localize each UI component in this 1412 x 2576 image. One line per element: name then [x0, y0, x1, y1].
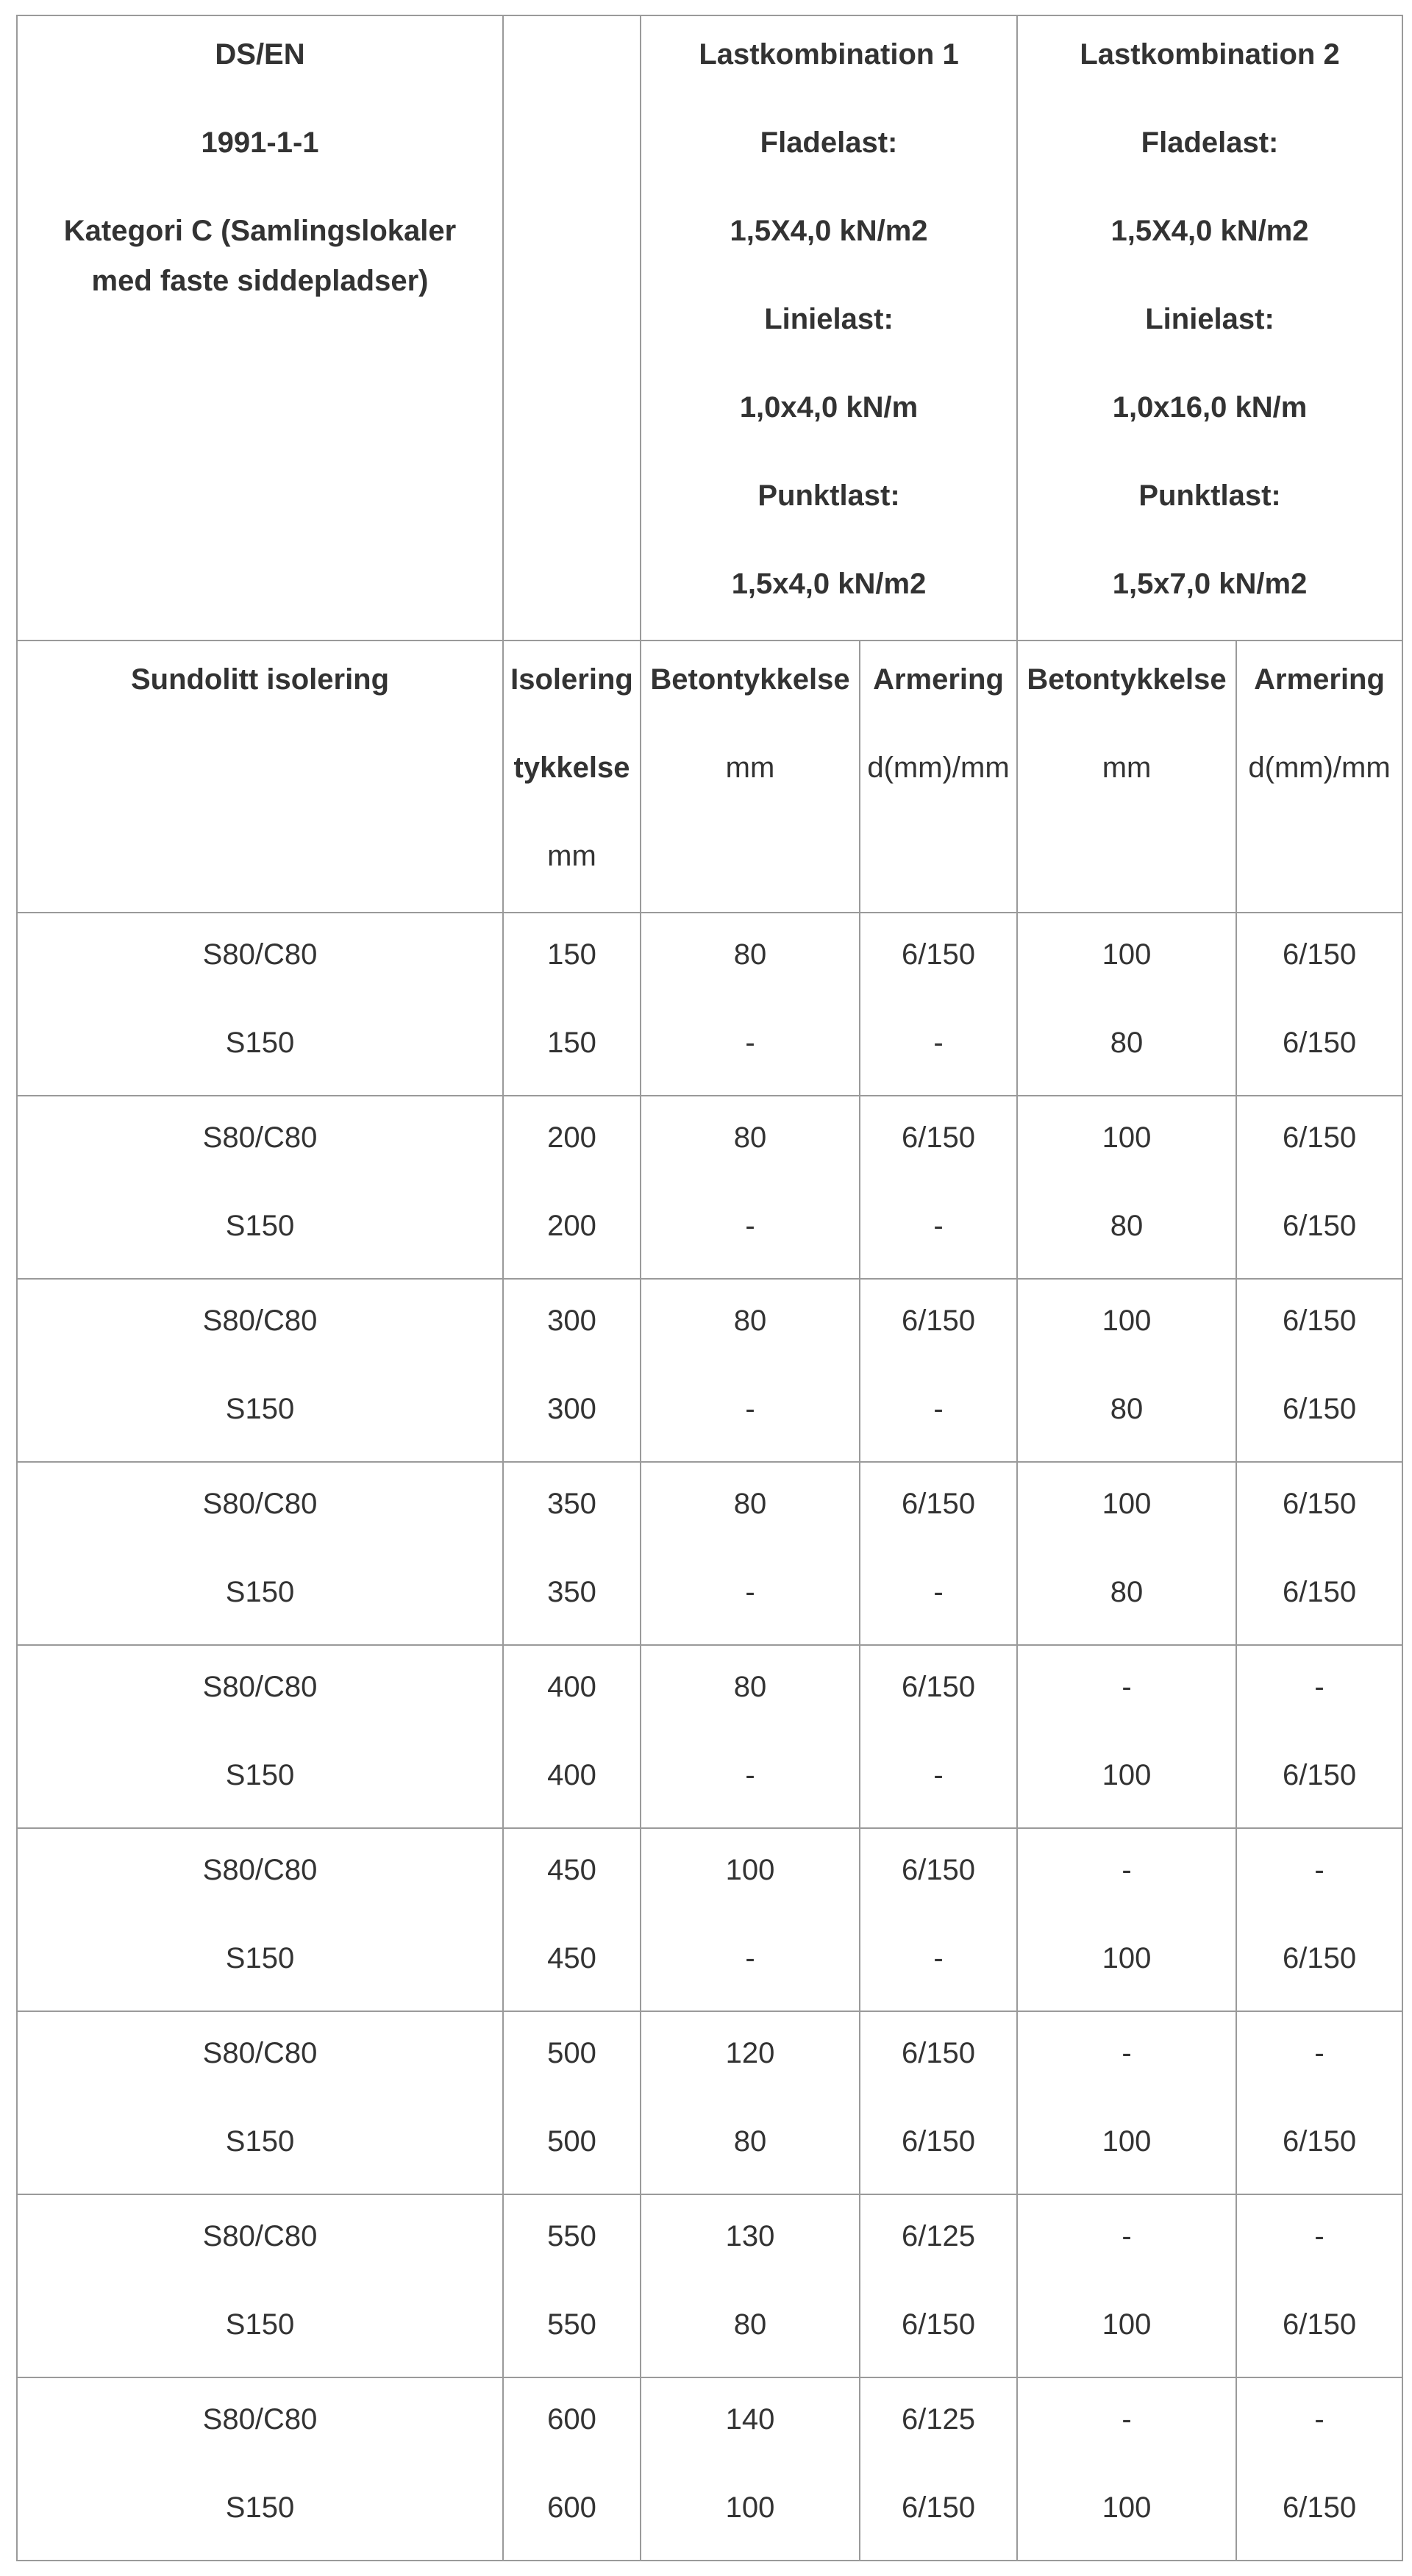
thickness-cell	[503, 1645, 641, 1828]
concrete-thickness-2-value: 100	[1102, 1121, 1152, 1154]
reinforcement-1-cell	[860, 1645, 1017, 1828]
thickness-value: 550	[547, 2220, 596, 2252]
thickness-cell	[503, 1828, 641, 2011]
reinforcement-2-value: 6/150	[1282, 1210, 1357, 1242]
thickness-cell	[503, 913, 641, 1096]
combo1-line: Lastkombination 1	[699, 38, 959, 71]
concrete-thickness-2-value: 100	[1102, 1488, 1152, 1520]
col-header-armering2	[1236, 641, 1402, 913]
reinforcement-2-value: 6/150	[1282, 2308, 1357, 2341]
combo1-line: 1,5x4,0 kN/m2	[731, 568, 927, 600]
thickness-value: 200	[547, 1210, 596, 1242]
reinforcement-1-value: 6/125	[901, 2403, 976, 2436]
concrete-thickness-2-cell	[1017, 1279, 1236, 1462]
load-table	[16, 15, 1403, 2561]
reinforcement-2-value: -	[1314, 2037, 1324, 2069]
concrete-thickness-1-cell	[641, 1096, 860, 1279]
thickness-value: 350	[547, 1488, 596, 1520]
insulation-type-cell	[17, 1828, 503, 2011]
combo1-line: 1,0x4,0 kN/m	[739, 391, 919, 424]
thickness-value: 400	[547, 1759, 596, 1791]
reinforcement-2-value: 6/150	[1282, 1393, 1357, 1425]
insulation-type-cell	[17, 1462, 503, 1645]
col-header-armering2-label: Armering	[1254, 663, 1385, 696]
thickness-value: 500	[547, 2125, 596, 2158]
thickness-cell	[503, 1096, 641, 1279]
reinforcement-2-cell	[1236, 1645, 1402, 1828]
combo1-cell	[641, 15, 1017, 641]
reinforcement-2-cell	[1236, 913, 1402, 1096]
thickness-value: 350	[547, 1576, 596, 1608]
table-row	[17, 1279, 1402, 1462]
thickness-value: 600	[547, 2403, 596, 2436]
concrete-thickness-2-value: 100	[1102, 2491, 1152, 2524]
reinforcement-2-value: -	[1314, 1854, 1324, 1886]
concrete-thickness-1-value: -	[745, 1942, 755, 1974]
concrete-thickness-2-cell	[1017, 1462, 1236, 1645]
thickness-value: 550	[547, 2308, 596, 2341]
combo1-line: Punktlast:	[757, 479, 900, 512]
combo2-line: 1,0x16,0 kN/m	[1112, 391, 1308, 424]
reinforcement-1-value: 6/150	[901, 2037, 976, 2069]
concrete-thickness-1-value: 80	[733, 2125, 767, 2158]
insulation-type-value: S80/C80	[202, 1488, 318, 1520]
insulation-type-cell	[17, 2011, 503, 2194]
concrete-thickness-2-value: -	[1122, 2403, 1132, 2436]
reinforcement-1-cell	[860, 1462, 1017, 1645]
reinforcement-1-value: 6/150	[901, 2491, 976, 2524]
reinforcement-1-cell	[860, 2194, 1017, 2377]
col-header-beton1-unit: mm	[725, 752, 775, 784]
thickness-value: 450	[547, 1854, 596, 1886]
table-row	[17, 913, 1402, 1096]
insulation-type-value: S150	[225, 1576, 295, 1608]
col-header-isolering-label: Sundolitt isolering	[130, 663, 390, 696]
reinforcement-1-cell	[860, 1096, 1017, 1279]
col-header-beton2	[1017, 641, 1236, 913]
concrete-thickness-1-cell	[641, 1645, 860, 1828]
reinforcement-1-value: 6/150	[901, 1671, 976, 1703]
table-row	[17, 1645, 1402, 1828]
insulation-type-value: S150	[225, 1759, 295, 1791]
header-row-columns	[17, 641, 1402, 913]
concrete-thickness-2-cell	[1017, 1645, 1236, 1828]
concrete-thickness-1-cell	[641, 1279, 860, 1462]
concrete-thickness-1-cell	[641, 1462, 860, 1645]
combo2-cell	[1017, 15, 1402, 641]
col-header-armering1-label: Armering	[873, 663, 1004, 696]
concrete-thickness-2-cell	[1017, 2377, 1236, 2561]
insulation-type-value: S150	[225, 1210, 295, 1242]
table-row	[17, 1828, 1402, 2011]
reinforcement-1-value: 6/150	[901, 1854, 976, 1886]
insulation-type-cell	[17, 2194, 503, 2377]
concrete-thickness-1-value: -	[745, 1576, 755, 1608]
reinforcement-1-value: -	[933, 1393, 944, 1425]
insulation-type-value: S80/C80	[202, 1305, 318, 1337]
insulation-type-value: S80/C80	[202, 2220, 318, 2252]
reinforcement-2-value: 6/150	[1282, 1942, 1357, 1974]
insulation-type-value: S80/C80	[202, 2037, 318, 2069]
concrete-thickness-2-value: -	[1122, 2220, 1132, 2252]
insulation-type-value: S80/C80	[202, 1671, 318, 1703]
concrete-thickness-2-value: 80	[1110, 1027, 1144, 1059]
standard-number: 1991-1-1	[201, 126, 319, 159]
insulation-type-cell	[17, 913, 503, 1096]
col-header-tykkelse	[503, 641, 641, 913]
concrete-thickness-1-value: -	[745, 1759, 755, 1791]
standard-code: DS/EN	[215, 38, 305, 71]
insulation-type-cell	[17, 1279, 503, 1462]
thickness-value: 500	[547, 2037, 596, 2069]
concrete-thickness-2-value: -	[1122, 1854, 1132, 1886]
combo2-line: Fladelast:	[1141, 126, 1279, 159]
reinforcement-1-cell	[860, 1828, 1017, 2011]
reinforcement-2-value: 6/150	[1282, 2491, 1357, 2524]
combo2-line: Lastkombination 2	[1080, 38, 1340, 71]
thickness-value: 150	[547, 938, 596, 971]
concrete-thickness-2-value: 100	[1102, 2308, 1152, 2341]
combo1-line: Linielast:	[764, 303, 894, 335]
col-header-armering2-unit: d(mm)/mm	[1248, 752, 1391, 784]
reinforcement-1-value: 6/150	[901, 1121, 976, 1154]
concrete-thickness-1-value: -	[745, 1393, 755, 1425]
concrete-thickness-1-value: 80	[733, 1121, 767, 1154]
concrete-thickness-1-value: 80	[733, 1488, 767, 1520]
thickness-value: 600	[547, 2491, 596, 2524]
thickness-value: 400	[547, 1671, 596, 1703]
concrete-thickness-1-cell	[641, 913, 860, 1096]
concrete-thickness-2-cell	[1017, 913, 1236, 1096]
col-header-isolering	[17, 641, 503, 913]
reinforcement-1-value: 6/150	[901, 938, 976, 971]
concrete-thickness-1-value: 80	[733, 1305, 767, 1337]
concrete-thickness-1-value: 100	[725, 2491, 775, 2524]
thickness-cell	[503, 2377, 641, 2561]
concrete-thickness-1-value: 100	[725, 1854, 775, 1886]
concrete-thickness-2-value: 80	[1110, 1576, 1144, 1608]
reinforcement-2-value: 6/150	[1282, 1488, 1357, 1520]
insulation-type-value: S150	[225, 2308, 295, 2341]
combo2-line: Punktlast:	[1138, 479, 1281, 512]
table-row	[17, 2377, 1402, 2561]
insulation-type-value: S80/C80	[202, 938, 318, 971]
thickness-cell	[503, 2011, 641, 2194]
table-row	[17, 2011, 1402, 2194]
reinforcement-2-value: 6/150	[1282, 1305, 1357, 1337]
standard-category: Kategori C (Samlingslokaler med faste siddepladser)	[63, 215, 457, 297]
concrete-thickness-2-value: 100	[1102, 1942, 1152, 1974]
concrete-thickness-1-cell	[641, 2194, 860, 2377]
insulation-type-value: S80/C80	[202, 1121, 318, 1154]
concrete-thickness-1-value: 80	[733, 1671, 767, 1703]
concrete-thickness-2-value: -	[1122, 1671, 1132, 1703]
empty-header-cell	[503, 15, 641, 641]
reinforcement-2-cell	[1236, 2194, 1402, 2377]
concrete-thickness-2-cell	[1017, 1096, 1236, 1279]
concrete-thickness-2-value: 100	[1102, 1759, 1152, 1791]
concrete-thickness-2-cell	[1017, 1828, 1236, 2011]
reinforcement-1-cell	[860, 913, 1017, 1096]
reinforcement-1-value: 6/150	[901, 1488, 976, 1520]
reinforcement-1-cell	[860, 1279, 1017, 1462]
concrete-thickness-2-cell	[1017, 2194, 1236, 2377]
reinforcement-2-cell	[1236, 2011, 1402, 2194]
reinforcement-2-value: 6/150	[1282, 1027, 1357, 1059]
combo2-line: 1,5X4,0 kN/m2	[1110, 215, 1309, 247]
thickness-value: 200	[547, 1121, 596, 1154]
reinforcement-1-value: 6/150	[901, 2125, 976, 2158]
insulation-type-value: S150	[225, 1393, 295, 1425]
reinforcement-2-value: 6/150	[1282, 1576, 1357, 1608]
reinforcement-2-value: 6/150	[1282, 1759, 1357, 1791]
header-row-loads	[17, 15, 1402, 641]
concrete-thickness-1-cell	[641, 1828, 860, 2011]
concrete-thickness-2-cell	[1017, 2011, 1236, 2194]
col-header-beton2-label: Betontykkelse	[1027, 663, 1227, 696]
reinforcement-2-cell	[1236, 1096, 1402, 1279]
col-header-tykkelse-label-2: tykkelse	[513, 752, 630, 784]
concrete-thickness-2-value: -	[1122, 2037, 1132, 2069]
col-header-armering1-unit: d(mm)/mm	[867, 752, 1010, 784]
concrete-thickness-1-cell	[641, 2377, 860, 2561]
concrete-thickness-1-value: 120	[725, 2037, 775, 2069]
combo2-line: 1,5x7,0 kN/m2	[1112, 568, 1308, 600]
concrete-thickness-2-value: 80	[1110, 1210, 1144, 1242]
insulation-type-cell	[17, 2377, 503, 2561]
combo2-line: Linielast:	[1145, 303, 1274, 335]
concrete-thickness-1-value: 80	[733, 938, 767, 971]
concrete-thickness-2-value: 100	[1102, 2125, 1152, 2158]
table-row	[17, 2194, 1402, 2377]
reinforcement-1-value: -	[933, 1942, 944, 1974]
insulation-type-cell	[17, 1645, 503, 1828]
insulation-type-value: S150	[225, 1027, 295, 1059]
reinforcement-2-value: -	[1314, 2403, 1324, 2436]
reinforcement-2-value: 6/150	[1282, 1121, 1357, 1154]
reinforcement-2-cell	[1236, 1828, 1402, 2011]
concrete-thickness-1-value: 140	[725, 2403, 775, 2436]
thickness-value: 300	[547, 1393, 596, 1425]
col-header-beton1-label: Betontykkelse	[650, 663, 850, 696]
combo1-line: Fladelast:	[760, 126, 898, 159]
reinforcement-2-cell	[1236, 2377, 1402, 2561]
concrete-thickness-1-value: 80	[733, 2308, 767, 2341]
concrete-thickness-1-cell	[641, 2011, 860, 2194]
reinforcement-1-cell	[860, 2377, 1017, 2561]
reinforcement-1-value: -	[933, 1210, 944, 1242]
thickness-value: 300	[547, 1305, 596, 1337]
reinforcement-1-value: -	[933, 1027, 944, 1059]
col-header-beton1	[641, 641, 860, 913]
thickness-cell	[503, 1279, 641, 1462]
thickness-cell	[503, 2194, 641, 2377]
concrete-thickness-2-value: 100	[1102, 938, 1152, 971]
concrete-thickness-2-value: 100	[1102, 1305, 1152, 1337]
thickness-cell	[503, 1462, 641, 1645]
col-header-beton2-unit: mm	[1102, 752, 1152, 784]
standard-cell	[17, 15, 503, 641]
reinforcement-2-value: -	[1314, 2220, 1324, 2252]
reinforcement-1-value: 6/150	[901, 1305, 976, 1337]
insulation-type-value: S150	[225, 2125, 295, 2158]
col-header-armering1	[860, 641, 1017, 913]
table-row	[17, 1462, 1402, 1645]
insulation-type-cell	[17, 1096, 503, 1279]
table-row	[17, 1096, 1402, 1279]
concrete-thickness-2-value: 80	[1110, 1393, 1144, 1425]
insulation-type-value: S150	[225, 2491, 295, 2524]
combo1-line: 1,5X4,0 kN/m2	[730, 215, 928, 247]
reinforcement-2-value: 6/150	[1282, 2125, 1357, 2158]
col-header-tykkelse-unit: mm	[547, 840, 596, 872]
insulation-type-value: S150	[225, 1942, 295, 1974]
insulation-type-value: S80/C80	[202, 2403, 318, 2436]
concrete-thickness-1-value: 130	[725, 2220, 775, 2252]
reinforcement-1-value: 6/150	[901, 2308, 976, 2341]
thickness-value: 450	[547, 1942, 596, 1974]
reinforcement-2-cell	[1236, 1462, 1402, 1645]
reinforcement-1-value: 6/125	[901, 2220, 976, 2252]
reinforcement-1-value: -	[933, 1576, 944, 1608]
insulation-type-value: S80/C80	[202, 1854, 318, 1886]
reinforcement-1-value: -	[933, 1759, 944, 1791]
concrete-thickness-1-value: -	[745, 1210, 755, 1242]
col-header-tykkelse-label-1: Isolering	[510, 663, 633, 696]
reinforcement-2-value: -	[1314, 1671, 1324, 1703]
concrete-thickness-1-value: -	[745, 1027, 755, 1059]
reinforcement-2-value: 6/150	[1282, 938, 1357, 971]
thickness-value: 150	[547, 1027, 596, 1059]
reinforcement-2-cell	[1236, 1279, 1402, 1462]
reinforcement-1-cell	[860, 2011, 1017, 2194]
